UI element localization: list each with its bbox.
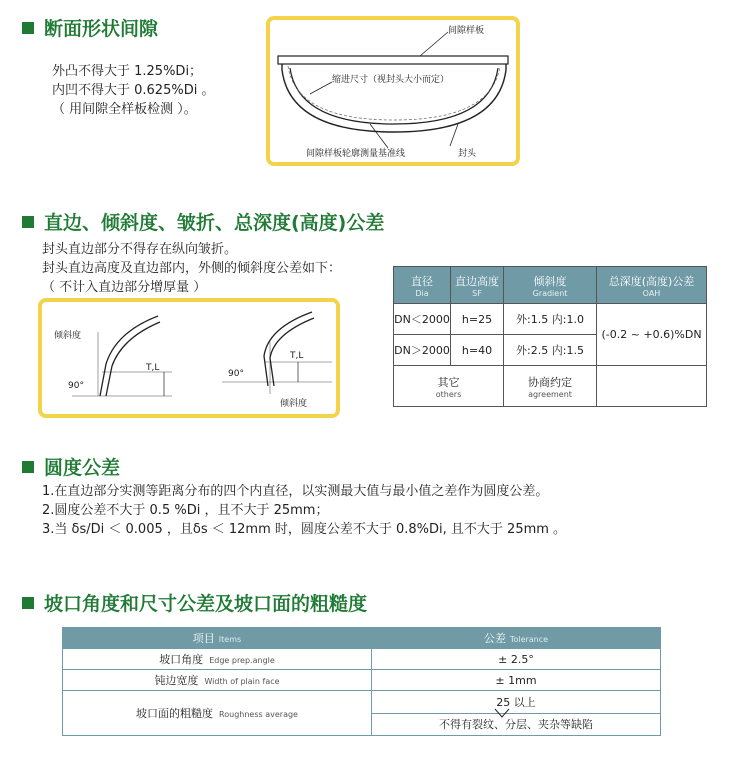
section-title-roundness <box>22 453 120 480</box>
section1-line-1: 外凸不得大于 1.25%Di； <box>52 64 203 79</box>
th-dia: 直径 Dia <box>394 267 451 304</box>
section3-title: 圆度公差 <box>44 457 121 479</box>
bevel-table <box>62 627 661 736</box>
cell-bevel-angle: 坡口角度 Edge prep.angle <box>63 649 372 670</box>
right-angle-label: 90° <box>228 369 244 379</box>
th-gradient: 倾斜度 Gradient <box>504 267 597 304</box>
right-wall-outer <box>264 312 312 386</box>
th-items: 项目 Items <box>63 628 372 649</box>
cell-oah: (-0.2 ~ +0.6)%DN <box>597 304 707 366</box>
table-row <box>63 691 661 714</box>
straight-edge-table <box>393 266 707 407</box>
square-bullet-icon <box>22 216 34 228</box>
roughness-suffix: 以上 <box>513 695 536 709</box>
section3-line-3: 3.当 δs/Di ＜ 0.005 ，且δs ＜ 12mm 时，圆度公差不大于 0.8%Di, 且不大于 25mm 。 <box>42 522 567 537</box>
gap-template-diagram <box>270 20 516 162</box>
right-tl-label: T,L <box>290 351 304 361</box>
section2-line-3: （ 不计入直边部分增厚量 ） <box>42 280 207 295</box>
roughness-number: 25 <box>496 695 511 709</box>
section-title-gap <box>22 14 158 41</box>
cell-sf-1: h=25 <box>451 304 504 335</box>
cell-bevel-angle-tol: ± 2.5° <box>372 649 661 670</box>
left-tl-label: T,L <box>146 363 160 373</box>
section2-text <box>42 240 341 297</box>
gradient-diagram <box>42 302 336 414</box>
label-shrink: 缩进尺寸（视封头大小而定） <box>332 75 450 85</box>
label-head: 封头 <box>458 149 477 159</box>
section3-text <box>42 482 566 539</box>
square-bullet-icon <box>22 22 34 34</box>
section1-text <box>52 62 214 119</box>
cell-dia-2: DN＞2000 <box>394 335 451 366</box>
gradient-figure-frame <box>38 298 340 418</box>
cell-gradient-1: 外:1.5 内:1.0 <box>504 304 597 335</box>
th-tolerance: 公差 Tolerance <box>372 628 661 649</box>
head-leader <box>450 124 458 146</box>
cell-roughness-value <box>372 691 661 714</box>
section2-title: 直边、倾斜度、皱折、总深度(高度)公差 <box>44 212 385 234</box>
cell-others: 其它 others <box>394 366 504 407</box>
section-title-straight <box>22 208 384 235</box>
cell-oah-empty <box>597 366 707 407</box>
square-bullet-icon <box>22 597 34 609</box>
section3-line-2: 2.圆度公差不大于 0.5 %Di ，且不大于 25mm； <box>42 503 329 518</box>
section-title-bevel <box>22 589 367 616</box>
label-baseline: 间隙样板轮廓测量基准线 <box>306 149 406 159</box>
section1-line-2: 内凹不得大于 0.625%Di 。 <box>52 83 215 98</box>
table-row <box>394 304 707 335</box>
baseline-leader <box>370 124 388 148</box>
template-leader <box>420 32 448 56</box>
table-row <box>63 670 661 691</box>
label-template: 间隙样板 <box>448 26 485 36</box>
table-row <box>63 649 661 670</box>
section1-title: 断面形状间隙 <box>44 18 159 40</box>
roughness-symbol-icon <box>494 708 510 718</box>
cell-roughness-note: 不得有裂纹、分层、夹杂等缺陷 <box>372 713 661 736</box>
left-wall-inner <box>106 322 160 396</box>
section4-title: 坡口角度和尺寸公差及坡口面的粗糙度 <box>44 593 368 615</box>
section2-line-2: 封头直边高度及直边部内，外侧的倾斜度公差如下： <box>42 261 342 276</box>
shrink-leader <box>310 82 332 94</box>
cell-gradient-2: 外:2.5 内:1.5 <box>504 335 597 366</box>
th-sf: 直边高度 SF <box>451 267 504 304</box>
cell-dia-1: DN＜2000 <box>394 304 451 335</box>
cell-sf-2: h=40 <box>451 335 504 366</box>
template-plate <box>278 56 508 64</box>
cell-plain-face-tol: ± 1mm <box>372 670 661 691</box>
gap-figure-frame <box>266 16 520 166</box>
cell-agreement: 协商约定 agreement <box>504 366 597 407</box>
table-row <box>394 366 707 407</box>
th-oah: 总深度(高度)公差 OAH <box>597 267 707 304</box>
cell-plain-face: 钝边宽度 Width of plain face <box>63 670 372 691</box>
left-angle-label: 90° <box>68 381 84 391</box>
cell-roughness: 坡口面的粗糙度 Roughness average <box>63 691 372 736</box>
section2-line-1: 封头直边部分不得存在纵向皱折。 <box>42 242 238 257</box>
right-slope-label: 倾斜度 <box>280 399 308 409</box>
square-bullet-icon <box>22 461 34 473</box>
section3-line-1: 1.在直边部分实测等距离分布的四个内直径，以实测最大值与最小值之差作为圆度公差。 <box>42 484 549 499</box>
left-slope-label: 倾斜度 <box>54 331 82 341</box>
section1-line-3: （ 用间隙全样板检测 ）。 <box>52 102 197 117</box>
